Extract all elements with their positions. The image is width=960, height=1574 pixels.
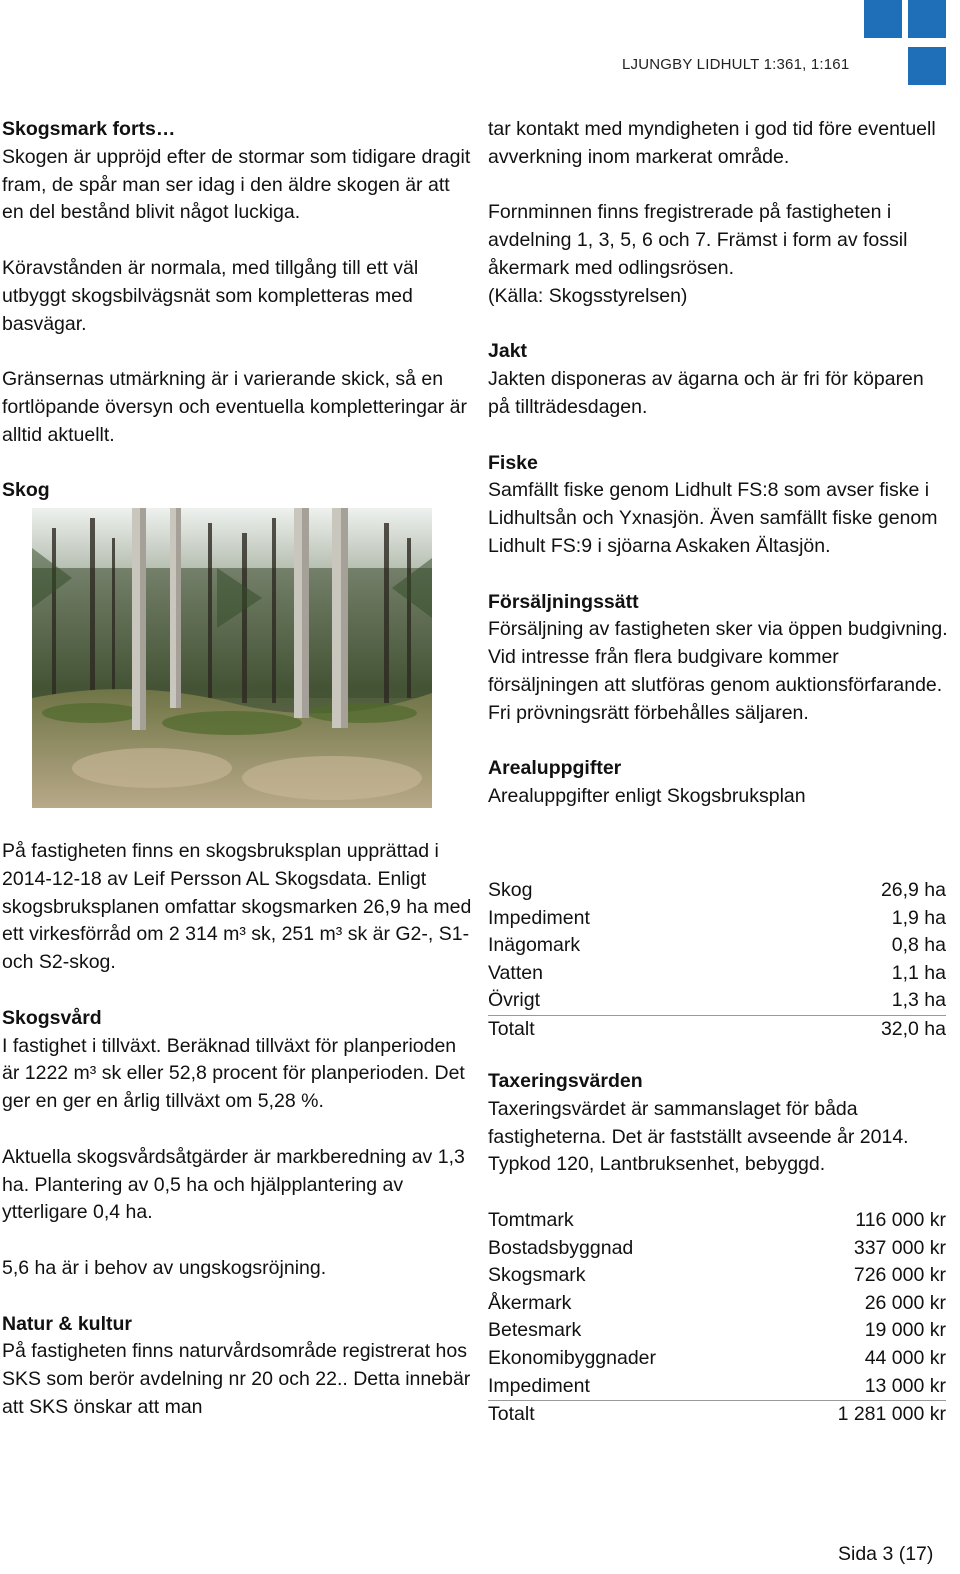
taxation-section	[488, 1068, 948, 1179]
table-cell-value: 13 000 kr	[864, 1374, 946, 1397]
table-cell-value: 1,1 ha	[891, 961, 946, 984]
source-note: (Källa: Skogsstyrelsen)	[488, 284, 688, 307]
table-cell-label: Totalt	[488, 1403, 535, 1426]
table-row	[488, 1235, 946, 1263]
table-cell-value: 726 000 kr	[853, 1264, 946, 1287]
section-heading-jakt: Jakt	[488, 340, 528, 363]
table-total-row	[488, 1015, 946, 1044]
paragraph: På fastigheten finns naturvårdsområde registrerat hos SKS som berör avdelning nr 20 och 22.. Detta innebär att SKS önskar att man	[2, 1340, 471, 1418]
table-cell-label: Betesmark	[488, 1319, 582, 1342]
section-heading-tax: Taxeringsvärden	[488, 1070, 643, 1092]
table-cell-value: 26 000 kr	[864, 1291, 946, 1314]
right-column-top	[488, 116, 948, 811]
table-row	[488, 1373, 946, 1401]
paragraph: 5,6 ha är i behov av ungskogsröjning.	[2, 1256, 327, 1279]
left-column-top	[2, 116, 472, 505]
table-cell-label: Ekonomibyggnader	[488, 1346, 657, 1369]
paragraph: Skogen är uppröjd efter de stormar som tidigare dragit fram, de spår man ser idag i den äldre skogen är att en del bestånd blivit något luckiga.	[2, 145, 471, 224]
table-cell-value: 32,0 ha	[880, 1017, 946, 1040]
table-cell-value: 337 000 kr	[853, 1236, 946, 1259]
section-heading-skogsvard: Skogsvård	[2, 1006, 102, 1029]
table-row	[488, 905, 946, 933]
table-row	[488, 960, 946, 988]
table-row	[488, 1317, 946, 1345]
paragraph: Försäljning av fastigheten sker via öppen budgivning. Vid intresse från flera budgivare kommer försäljningen att slutföras genom auktionsförfarande. Fri prövningsrätt förbehålles säljaren.	[488, 618, 948, 724]
table-cell-label: Skog	[488, 879, 533, 901]
table-row	[488, 987, 946, 1015]
section-heading-natur: Natur & kultur	[2, 1312, 133, 1335]
paragraph: Köravstånden är normala, med tillgång till ett väl utbyggt skogsbilvägsnät som kompletteras med basvägar.	[2, 256, 419, 335]
paragraph: Fornminnen finns fregistrerade på fastigheten i avdelning 1, 3, 5, 6 och 7. Främst i form av fossil åkermark med odlingsrösen.	[488, 201, 908, 279]
table-row	[488, 1345, 946, 1373]
section-heading-forsaljning: Försäljningssätt	[488, 590, 639, 613]
paragraph: På fastigheten finns en skogsbruksplan upprättad i 2014-12-18 av Leif Persson AL Skogsdata. Enligt skogsbruksplanen omfattar skogsmarken 26,9 ha med ett virkesförråd om 2 314 m³ sk, 251 m³ sk är G2-, S1- och S2-skog.	[2, 840, 472, 974]
table-cell-label: Inägomark	[488, 934, 581, 957]
forest-photo	[32, 508, 432, 808]
paragraph: tar kontakt med myndigheten i god tid före eventuell avverkning inom markerat område.	[488, 118, 936, 168]
table-cell-value: 0,8 ha	[891, 934, 946, 957]
paragraph: Taxeringsvärdet är sammanslaget för båda fastigheterna. Det är fastställt avseende år 2014. Typkod 120, Lantbruksenhet, bebyggd.	[488, 1097, 909, 1176]
table-total-row	[488, 1400, 946, 1429]
paragraph: Arealuppgifter enligt Skogsbruksplan	[488, 785, 806, 808]
table-cell-label: Övrigt	[488, 989, 541, 1012]
table-cell-value: 19 000 kr	[864, 1319, 946, 1342]
property-reference: LJUNGBY LIDHULT 1:361, 1:161	[622, 56, 850, 73]
table-cell-label: Totalt	[488, 1017, 535, 1040]
table-cell-label: Bostadsbyggnad	[488, 1236, 634, 1259]
table-cell-value: 1,3 ha	[891, 989, 946, 1012]
area-table	[488, 877, 946, 1044]
company-logo	[864, 0, 950, 86]
section-heading-areal: Arealuppgifter	[488, 757, 622, 780]
table-cell-label: Skogsmark	[488, 1264, 586, 1287]
paragraph: Aktuella skogsvårdsåtgärder är markberedning av 1,3 ha. Plantering av 0,5 ha och hjälpplantering av ytterligare 0,4 ha.	[2, 1145, 465, 1224]
table-cell-value: 26,9 ha	[880, 879, 946, 901]
table-cell-label: Impediment	[488, 906, 590, 929]
table-cell-value: 44 000 kr	[864, 1346, 946, 1369]
paragraph: Gränsernas utmärkning är i varierande skick, så en fortlöpande översyn och eventuella kompletteringar är alltid aktuellt.	[2, 368, 468, 446]
table-row	[488, 1207, 946, 1235]
table-cell-value: 1,9 ha	[891, 906, 946, 929]
section-heading-skog: Skog	[2, 479, 50, 502]
table-row	[488, 1290, 946, 1318]
table-row	[488, 932, 946, 960]
paragraph: Samfällt fiske genom Lidhult FS:8 som avser fiske i Lidhultsån och Yxnasjön. Även samfällt fiske genom Lidhult FS:9 i sjöarna Askaken Ältasjön.	[488, 479, 938, 557]
table-row	[488, 877, 946, 905]
table-cell-label: Vatten	[488, 961, 543, 984]
table-row	[488, 1262, 946, 1290]
section-heading-skogsmark: Skogsmark forts…	[2, 118, 176, 140]
tax-table	[488, 1207, 946, 1429]
table-cell-label: Åkermark	[488, 1291, 572, 1314]
left-column-bottom	[2, 838, 472, 1422]
table-cell-label: Tomtmark	[488, 1209, 574, 1231]
table-cell-value: 1 281 000 kr	[837, 1403, 946, 1426]
section-heading-fiske: Fiske	[488, 451, 538, 474]
paragraph: Jakten disponeras av ägarna och är fri för köparen på tillträdesdagen.	[488, 368, 924, 418]
page-number: Sida 3 (17)	[838, 1543, 934, 1565]
table-cell-value: 116 000 kr	[855, 1209, 946, 1231]
table-cell-label: Impediment	[488, 1374, 590, 1397]
paragraph: I fastighet i tillväxt. Beräknad tillväxt för planperioden är 1222 m³ sk eller 52,8 procent för planperioden. Det ger en ger en årlig tillväxt om 5,28 %.	[2, 1034, 465, 1113]
